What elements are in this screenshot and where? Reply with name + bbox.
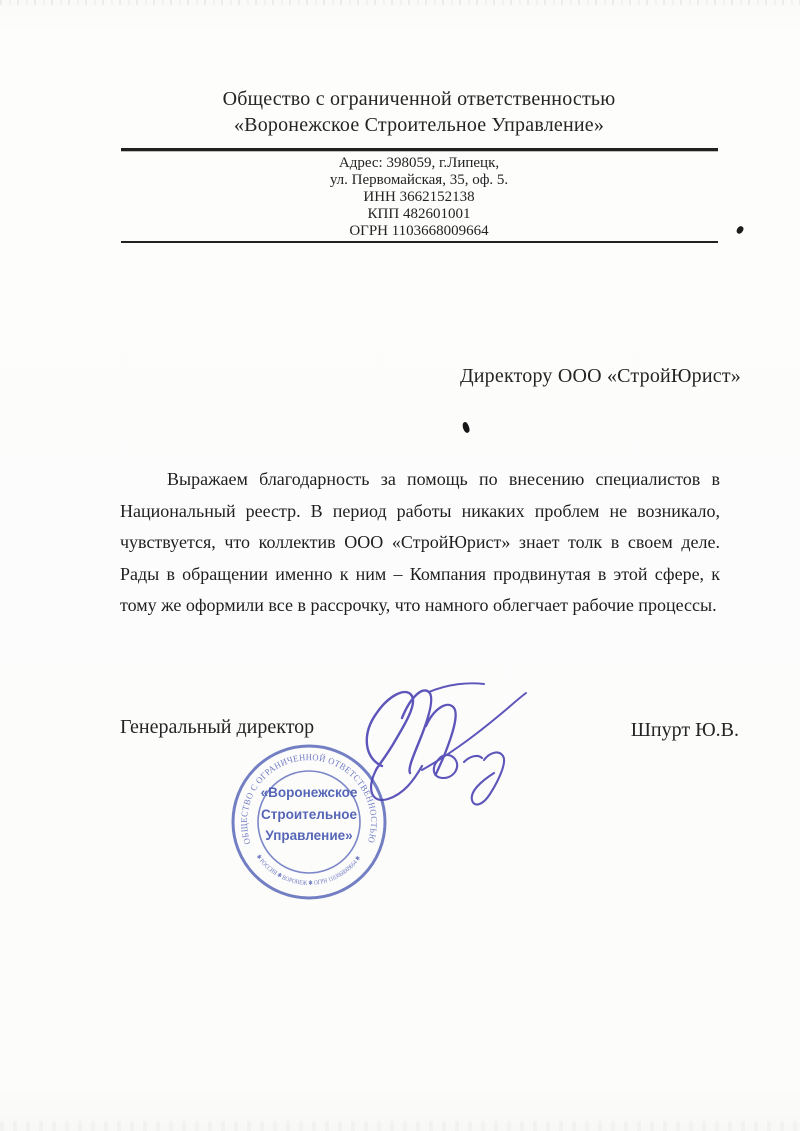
signature-strokes xyxy=(367,683,526,804)
stamp-center-line: «Воронежское xyxy=(260,785,358,800)
scan-edge-noise xyxy=(0,0,800,5)
kpp-line: КПП 482601001 xyxy=(367,206,471,222)
letterhead-address-block xyxy=(120,155,718,240)
letterhead xyxy=(120,86,718,138)
inn-line: ИНН 3662152138 xyxy=(363,189,475,205)
org-type-line: Общество с ограниченной ответственностью xyxy=(222,88,616,110)
signer-position-title: Генеральный директор xyxy=(120,716,315,738)
address-line: Адрес: 398059, г.Липецк, xyxy=(338,155,500,171)
body-line: тому же оформили все в рассрочку, что намного облегчает рабочие процессы. xyxy=(120,595,717,615)
stamp-rim-top-text: ОБЩЕСТВО С ОГРАНИЧЕННОЙ ОТВЕТСТВЕННОСТЬЮ xyxy=(238,752,380,846)
ogrn-line: ОГРН 1103668009664 xyxy=(349,223,489,239)
letterhead-divider-bottom xyxy=(121,241,718,243)
address-line: ул. Первомайская, 35, оф. 5. xyxy=(329,172,509,188)
body-line: Рады в обращении именно к ним – Компания продвинутая в этой сфере, к xyxy=(120,563,720,584)
recipient-line: Директору ООО «СтройЮрист» xyxy=(459,365,741,387)
scan-edge-noise-bottom xyxy=(0,1121,800,1131)
body-line: чувствуется, что коллектив ООО «СтройЮрист» знает толк в своем деле. xyxy=(120,532,720,552)
letterhead-divider-top xyxy=(121,148,718,151)
stamp-center-line: Строительное xyxy=(260,807,358,822)
body-line: Национальный реестр. В период работы никаких проблем не возникало, xyxy=(120,500,720,521)
scan-speck xyxy=(735,225,744,235)
stamp-rim-bottom-text: ✱ РОССИЯ ✱ ВОРОНЕЖ ✱ ОГРН 1103668009664 ✱ xyxy=(254,853,363,888)
body-line: Выражаем благодарность за помощь по внесению специалистов в xyxy=(167,469,720,489)
stamp-center-line: Управление» xyxy=(265,828,353,843)
org-name-line: «Воронежское Строительное Управление» xyxy=(233,114,605,136)
handwritten-signature xyxy=(318,674,558,814)
ink-dot-artifact xyxy=(461,421,471,433)
signer-name: Шпурт Ю.В. xyxy=(630,719,739,741)
body-paragraph xyxy=(120,464,720,622)
